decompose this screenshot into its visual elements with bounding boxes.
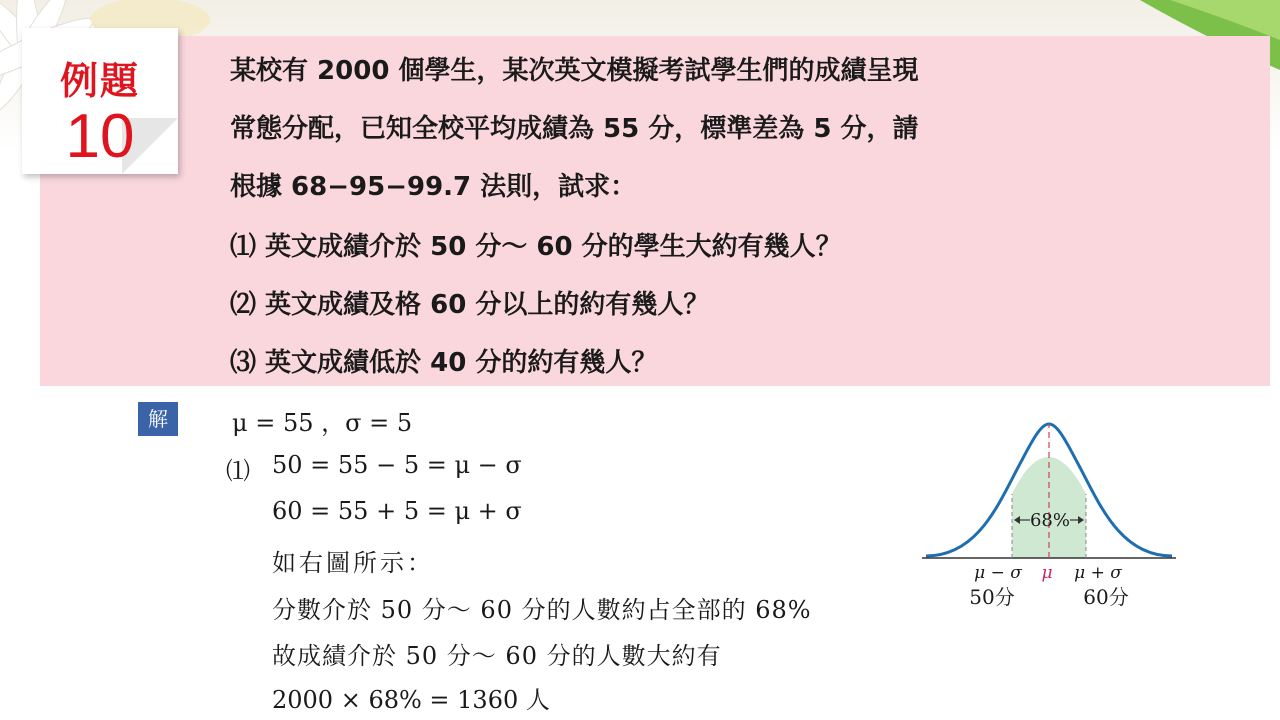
percent-label: 68% — [1029, 510, 1071, 531]
mu-minus-sigma-label: μ − σ — [974, 563, 1022, 583]
left-value-label: 50分 — [969, 585, 1015, 609]
solution-line-6: 故成績介於 50 分～ 60 分的人數大約有 — [272, 642, 722, 670]
normal-distribution-figure — [920, 410, 1180, 620]
mu-label: μ — [1041, 563, 1053, 583]
solution-line-2: 50 = 55 − 5 = μ − σ — [272, 451, 522, 479]
solution-badge: 解 — [138, 402, 178, 436]
problem-line-3: 根據 68−95−99.7 法則，試求： — [230, 172, 637, 202]
example-tag-title: 例題 — [59, 59, 140, 103]
problem-line-6: ⑶ 英文成績低於 40 分的約有幾人？ — [230, 348, 658, 378]
example-tag-number: 10 — [65, 102, 135, 171]
problem-line-2: 常態分配，已知全校平均成績為 55 分，標準差為 5 分，請 — [230, 114, 919, 144]
solution-line-4: 如右圖所示： — [272, 549, 434, 577]
solution-line-7: 2000 × 68% = 1360 人 — [272, 686, 550, 714]
right-value-label: 60分 — [1083, 585, 1129, 609]
solution-line-5: 分數介於 50 分～ 60 分的人數約占全部的 68% — [272, 596, 812, 624]
problem-line-1: 某校有 2000 個學生，某次英文模擬考試學生們的成績呈現 — [230, 56, 919, 86]
problem-box — [40, 36, 1270, 386]
example-tag — [22, 28, 178, 174]
problem-line-5: ⑵ 英文成績及格 60 分以上的約有幾人？ — [230, 290, 710, 320]
solution-part-marker: ⑴ — [226, 457, 250, 485]
mu-plus-sigma-label: μ + σ — [1074, 563, 1122, 583]
solution-line-1: μ = 55 ，σ = 5 — [232, 409, 413, 437]
problem-line-4: ⑴ 英文成績介於 50 分～ 60 分的學生大約有幾人？ — [230, 232, 842, 262]
solution-line-3: 60 = 55 + 5 = μ + σ — [272, 497, 522, 525]
